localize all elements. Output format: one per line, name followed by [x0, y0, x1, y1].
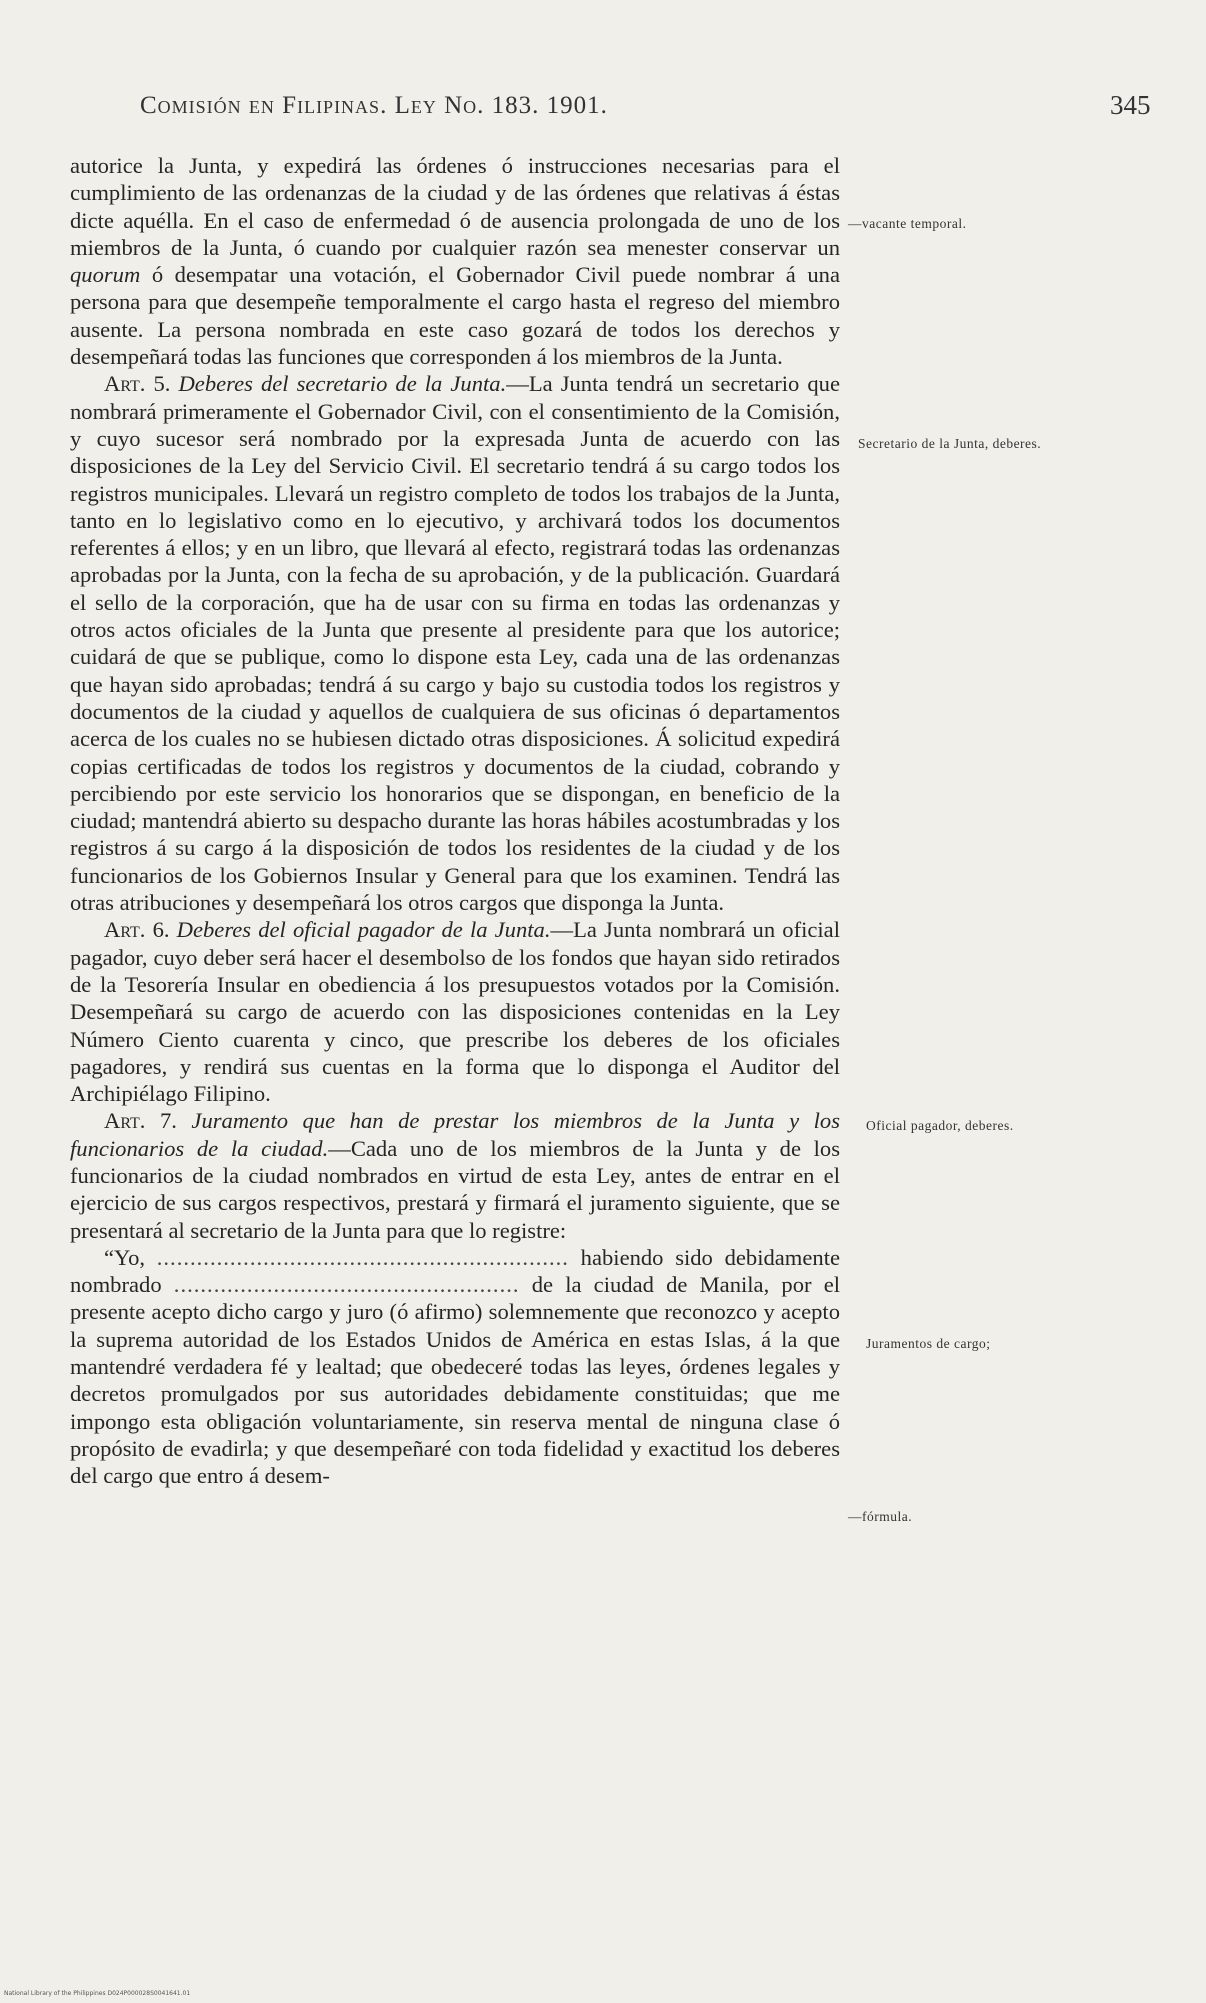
oath-mid: habiendo sido debidamente nombrado: [70, 1244, 840, 1298]
article-5: [70, 370, 840, 916]
article-5-title: Deberes del secretario de la Junta.: [178, 371, 507, 397]
paragraph-continuation: [70, 152, 840, 370]
article-6-title: Deberes del oficial pagador de la Junta.: [176, 917, 551, 943]
body-text: [70, 152, 840, 1490]
margin-note-vacante: —vacante temporal.: [848, 216, 967, 231]
margin-note-secretario: Secretario de la Junta, deberes.: [858, 436, 1042, 451]
article-6-label: Art. 6.: [104, 917, 170, 943]
oath-rest: de la ciudad de Manila, por el presente acepto dicho cargo y juro (ó afirmo) solemnemente que reconozco y acepto la suprema autoridad de los Estados Unidos de América en estas Islas, á la que mantendré verdadera fé y lealtad; que obedeceré todas las leyes, órdenes legales y decretos promulgados por sus autoridades debidamente constituidas; que me impongo esta obligación voluntariamente, sin reserva mental de ninguna clase ó propósito de evadirla; y que desempeñaré con toda fidelidad y exactitud los deberes del cargo que entro á desem-: [70, 1272, 840, 1489]
oath-text: [70, 1244, 840, 1490]
quorum-term: quorum: [70, 262, 141, 288]
article-7: [70, 1107, 840, 1243]
article-7-label: Art. 7.: [104, 1108, 177, 1134]
article-5-label: Art. 5.: [104, 371, 171, 397]
article-7-text: —Cada uno de los miembros de la Junta y de los funcionarios de la ciudad nombrados en virtud de esta Ley, antes de entrar en el ejercicio de sus cargos respectivos, prestará y firmará el juramento siguiente, que se presentará al secretario de la Junta para que lo registre:: [70, 1135, 840, 1243]
oath-start: “Yo,: [104, 1244, 157, 1270]
article-5-text: —La Junta tendrá un secretario que nombrará primeramente el Gobernador Civil, con el consentimiento de la Comisión, y cuyo sucesor será nombrado por la expresada Junta de acuerdo con las disposiciones de la Ley del Servicio Civil. El secretario tendrá á su cargo todos los registros municipales. Llevará un registro completo de todos los trabajos de la Junta, tanto en lo legislativo como en lo ejecutivo, y archivará todos los documentos referentes á ellos; y en un libro, que llevará al efecto, registrará todas las ordenanzas aprobadas por la Junta, con la fecha de su aprobación, y de la publicación. Guardará el sello de la corporación, que ha de usar con su firma en todas las ordenanzas y otros actos oficiales de la Junta que presente al presidente para que los autorice; cuidará de que se publique, como lo dispone esta Ley, cada una de las ordenanzas que hayan sido aprobadas; tendrá á su cargo y bajo su custodia todos los registros y documentos de la ciudad y aquellos de cualquiera de sus oficinas ó departamentos acerca de los cuales no se hubiesen dictado otras disposiciones. Á solicitud expedirá copias certificadas de todos los registros y documentos de la ciudad, cobrando y percibiendo por este servicio los honorarios que se dispongan, en beneficio de la ciudad; mantendrá abierto su despacho durante las horas hábiles acostumbradas y los registros á su cargo á la disposición de todos los residentes de la ciudad y de los funcionarios de los Gobiernos Insular y General para que los examinen. Tendrá las otras atribuciones y desempeñará los otros cargos que disponga la Junta.: [70, 371, 840, 916]
scan-footer: National Library of the Philippines D024P000028S0041641.01: [4, 1990, 191, 1997]
margin-note-pagador: Oficial pagador, deberes.: [866, 1118, 1014, 1133]
running-head: Comisión en Filipinas. Ley No. 183. 1901.: [140, 92, 608, 119]
oath-blank-name: ..............................................................: [156, 1244, 569, 1270]
margin-note-formula: —fórmula.: [848, 1509, 913, 1524]
article-6-text: —La Junta nombrará un oficial pagador, cuyo deber será hacer el desembolso de los fondos que hayan sido retirados de la Tesorería Insular en obediencia á los presupuestos votados por la Comisión. Desempeñará su cargo de acuerdo con las disposiciones contenidas en la Ley Número Ciento cuarenta y cinco, que prescribe los deberes de los oficiales pagadores, y rendirá sus cuentas en la forma que lo disponga el Auditor del Archipiélago Filipino.: [70, 917, 840, 1107]
margin-note-juramentos: Juramentos de cargo;: [866, 1336, 991, 1351]
oath-blank-office: ....................................................: [173, 1272, 520, 1298]
page-number: 345: [1110, 90, 1151, 120]
article-6: [70, 916, 840, 1107]
article-7-title: Juramento que han de prestar los miembros de la Junta y los funcionarios de la ciudad.: [70, 1108, 840, 1161]
paragraph-text: autorice la Junta, y expedirá las órdenes ó instrucciones necesarias para el cumplimiento de las ordenanzas de la ciudad y de las órdenes que relativas á éstas dicte aquélla. En el caso de enfermedad ó de ausencia prolongada de uno de los miembros de la Junta, ó cuando por cualquier razón sea menester conservar un: [70, 153, 840, 260]
paragraph-text-rest: ó desempatar una votación, el Gobernador Civil puede nombrar á una persona para que desempeñe temporalmente el cargo hasta el regreso del miembro ausente. La persona nombrada en este caso gozará de todos los derechos y desempeñará todas las funciones que corresponden á los miembros de la Junta.: [70, 262, 840, 370]
